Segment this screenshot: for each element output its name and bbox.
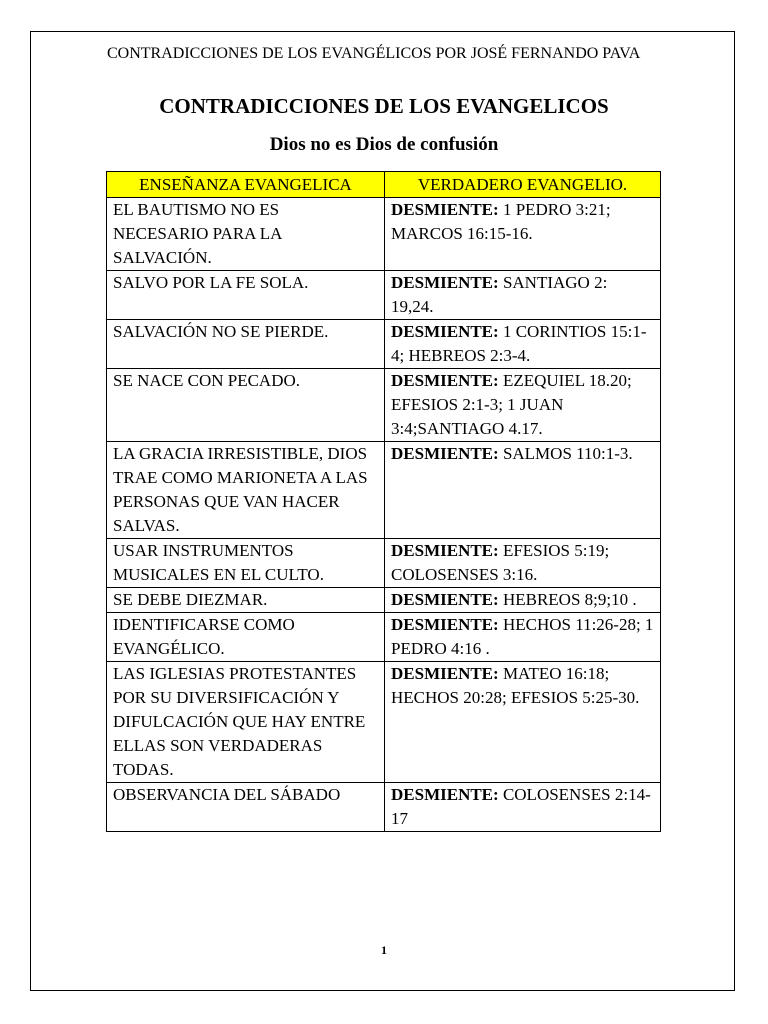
refutation-label: DESMIENTE: [391, 590, 499, 609]
refutation-cell [385, 539, 661, 588]
teaching-cell: SE DEBE DIEZMAR. [107, 588, 385, 613]
refutation-label: DESMIENTE: [391, 785, 499, 804]
teaching-cell: SALVO POR LA FE SOLA. [107, 271, 385, 320]
table-row [107, 198, 661, 271]
teaching-cell: LA GRACIA IRRESISTIBLE, DIOS TRAE COMO MARIONETA A LAS PERSONAS QUE VAN HACER SALVAS. [107, 442, 385, 539]
teaching-cell: LAS IGLESIAS PROTESTANTES POR SU DIVERSIFICACIÓN Y DIFULCACIÓN QUE HAY ENTRE ELLAS SON VERDADERAS TODAS. [107, 662, 385, 783]
table-row [107, 613, 661, 662]
refutation-cell [385, 271, 661, 320]
refutation-label: DESMIENTE: [391, 273, 499, 292]
refutation-label: DESMIENTE: [391, 200, 499, 219]
document-header: CONTRADICCIONES DE LOS EVANGÉLICOS POR JOSÉ FERNANDO PAVA [107, 45, 641, 62]
table-row [107, 783, 661, 832]
table-row [107, 271, 661, 320]
refutation-cell [385, 783, 661, 832]
table-header-row [107, 172, 661, 198]
table-body [107, 198, 661, 832]
refutation-cell [385, 588, 661, 613]
teaching-cell: SALVACIÓN NO SE PIERDE. [107, 320, 385, 369]
page-subtitle: Dios no es Dios de confusión [269, 134, 499, 155]
table-row [107, 442, 661, 539]
page-number: 1 [381, 943, 387, 957]
table-row [107, 662, 661, 783]
table-row [107, 588, 661, 613]
scripture-references: EFESIOS 5:19; COLOSENSES 3:16. [391, 541, 610, 584]
refutation-label: DESMIENTE: [391, 664, 499, 683]
refutation-cell [385, 369, 661, 442]
refutation-cell [385, 662, 661, 783]
teaching-cell: SE NACE CON PECADO. [107, 369, 385, 442]
refutation-cell [385, 442, 661, 539]
teaching-cell: OBSERVANCIA DEL SÁBADO [107, 783, 385, 832]
table-row [107, 369, 661, 442]
scripture-references: HECHOS 11:26-28; 1 PEDRO 4:16 . [391, 615, 654, 658]
column-header-teaching: ENSEÑANZA EVANGELICA [107, 172, 385, 198]
table-row [107, 320, 661, 369]
contradictions-table [106, 171, 661, 832]
refutation-label: DESMIENTE: [391, 444, 499, 463]
scripture-references: MATEO 16:18; HECHOS 20:28; EFESIOS 5:25-30. [391, 664, 640, 707]
refutation-label: DESMIENTE: [391, 541, 499, 560]
table-row [107, 539, 661, 588]
refutation-cell [385, 613, 661, 662]
teaching-cell: EL BAUTISMO NO ES NECESARIO PARA LA SALVACIÓN. [107, 198, 385, 271]
scripture-references: SANTIAGO 2: 19,24. [391, 273, 608, 316]
column-header-gospel: VERDADERO EVANGELIO. [385, 172, 661, 198]
refutation-label: DESMIENTE: [391, 615, 499, 634]
scripture-references: 1 CORINTIOS 15:1-4; HEBREOS 2:3-4. [391, 322, 647, 365]
refutation-label: DESMIENTE: [391, 371, 499, 390]
scripture-references: EZEQUIEL 18.20; EFESIOS 2:1-3; 1 JUAN 3:4;SANTIAGO 4.17. [391, 371, 632, 438]
scripture-references: COLOSENSES 2:14-17 [391, 785, 651, 828]
teaching-cell: IDENTIFICARSE COMO EVANGÉLICO. [107, 613, 385, 662]
refutation-label: DESMIENTE: [391, 322, 499, 341]
scripture-references: SALMOS 110:1-3. [502, 444, 633, 463]
scripture-references: HEBREOS 8;9;10 . [502, 590, 637, 609]
teaching-cell: USAR INSTRUMENTOS MUSICALES EN EL CULTO. [107, 539, 385, 588]
scripture-references: 1 PEDRO 3:21; MARCOS 16:15-16. [391, 200, 611, 243]
page-title: CONTRADICCIONES DE LOS EVANGELICOS [159, 94, 609, 118]
refutation-cell [385, 198, 661, 271]
refutation-cell [385, 320, 661, 369]
